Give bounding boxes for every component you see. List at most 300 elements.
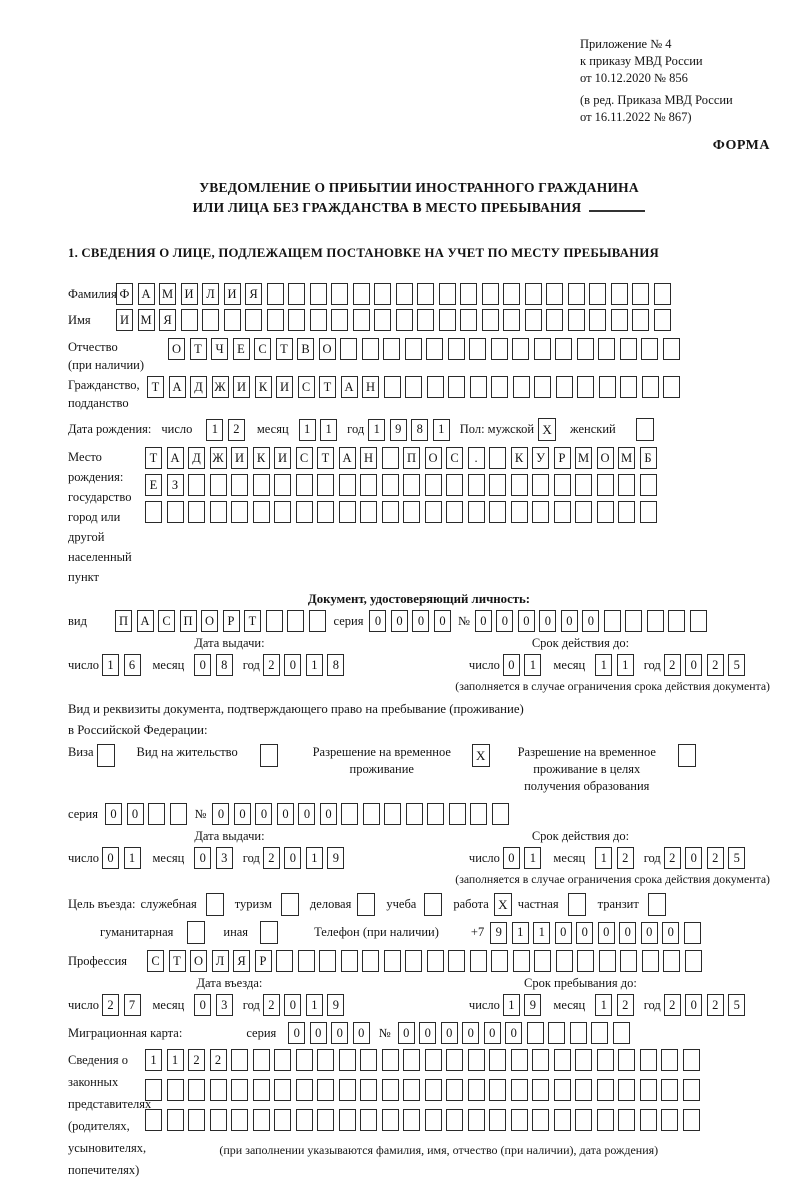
form-cell[interactable] (577, 376, 594, 398)
form-cell[interactable]: 1 (368, 419, 385, 441)
form-cell[interactable]: Т (244, 610, 261, 632)
form-cell[interactable]: П (180, 610, 197, 632)
form-cell[interactable] (591, 1022, 608, 1044)
form-cell[interactable]: 0 (434, 610, 451, 632)
form-cell[interactable]: 2 (707, 654, 724, 676)
form-cell[interactable] (620, 376, 637, 398)
form-cell[interactable] (618, 1049, 635, 1071)
form-cell[interactable]: 7 (124, 994, 141, 1016)
form-cell[interactable] (188, 474, 205, 496)
form-cell[interactable]: 0 (310, 1022, 327, 1044)
form-cell[interactable]: 1 (124, 847, 141, 869)
form-cell[interactable] (554, 1049, 571, 1071)
form-cell[interactable]: О (425, 447, 442, 469)
form-cell[interactable] (527, 1022, 544, 1044)
form-cell[interactable] (546, 309, 563, 331)
form-cell[interactable]: В (297, 338, 314, 360)
form-cell[interactable] (468, 1079, 485, 1101)
form-cell[interactable] (556, 376, 573, 398)
form-cell[interactable] (403, 501, 420, 523)
form-cell[interactable] (287, 610, 304, 632)
form-cell[interactable] (362, 950, 379, 972)
form-cell[interactable]: М (618, 447, 635, 469)
form-cell[interactable]: 2 (664, 654, 681, 676)
temp-permit-checkbox[interactable]: X (472, 744, 490, 767)
form-cell[interactable]: 1 (102, 654, 119, 676)
form-cell[interactable] (482, 309, 499, 331)
form-cell[interactable]: 1 (306, 654, 323, 676)
form-cell[interactable]: 0 (576, 922, 593, 944)
form-cell[interactable] (470, 950, 487, 972)
form-cell[interactable] (341, 950, 358, 972)
form-cell[interactable]: 2 (263, 994, 280, 1016)
form-cell[interactable]: Т (276, 338, 293, 360)
form-cell[interactable] (360, 1109, 377, 1131)
form-cell[interactable]: 0 (353, 1022, 370, 1044)
form-cell[interactable] (577, 950, 594, 972)
form-cell[interactable]: 0 (419, 1022, 436, 1044)
form-cell[interactable] (448, 950, 465, 972)
form-cell[interactable] (446, 501, 463, 523)
form-cell[interactable] (266, 610, 283, 632)
form-cell[interactable] (396, 283, 413, 305)
form-cell[interactable] (534, 376, 551, 398)
form-cell[interactable]: 0 (484, 1022, 501, 1044)
form-cell[interactable] (231, 1109, 248, 1131)
form-cell[interactable] (188, 1079, 205, 1101)
form-cell[interactable] (683, 1109, 700, 1131)
form-cell[interactable] (511, 1109, 528, 1131)
form-cell[interactable] (339, 1049, 356, 1071)
form-cell[interactable] (425, 501, 442, 523)
form-cell[interactable] (575, 501, 592, 523)
form-cell[interactable] (460, 309, 477, 331)
form-cell[interactable]: А (138, 283, 155, 305)
form-cell[interactable] (589, 309, 606, 331)
form-cell[interactable] (167, 1109, 184, 1131)
form-cell[interactable] (690, 610, 707, 632)
form-cell[interactable] (210, 1079, 227, 1101)
form-cell[interactable] (448, 338, 465, 360)
form-cell[interactable] (319, 950, 336, 972)
form-cell[interactable]: 0 (284, 847, 301, 869)
form-cell[interactable]: 0 (518, 610, 535, 632)
purpose-private-checkbox[interactable] (568, 893, 586, 916)
form-cell[interactable] (360, 474, 377, 496)
form-cell[interactable] (489, 1049, 506, 1071)
form-cell[interactable]: 1 (595, 994, 612, 1016)
form-cell[interactable]: С (158, 610, 175, 632)
purpose-transit-checkbox[interactable] (648, 893, 666, 916)
form-cell[interactable]: Т (145, 447, 162, 469)
form-cell[interactable]: 0 (662, 922, 679, 944)
form-cell[interactable] (503, 309, 520, 331)
form-cell[interactable]: Ж (212, 376, 229, 398)
form-cell[interactable] (554, 1079, 571, 1101)
form-cell[interactable] (181, 309, 198, 331)
form-cell[interactable]: 0 (641, 922, 658, 944)
form-cell[interactable]: Я (245, 283, 262, 305)
sex-male-checkbox[interactable]: X (538, 418, 556, 441)
form-cell[interactable]: Т (317, 447, 334, 469)
form-cell[interactable] (427, 803, 444, 825)
form-cell[interactable]: 0 (369, 610, 386, 632)
form-cell[interactable] (274, 501, 291, 523)
form-cell[interactable] (210, 501, 227, 523)
form-cell[interactable] (568, 309, 585, 331)
form-cell[interactable] (640, 474, 657, 496)
purpose-humanitarian-checkbox[interactable] (187, 921, 205, 944)
form-cell[interactable] (597, 1109, 614, 1131)
form-cell[interactable] (167, 501, 184, 523)
form-cell[interactable] (274, 1049, 291, 1071)
form-cell[interactable]: Я (233, 950, 250, 972)
form-cell[interactable]: С (296, 447, 313, 469)
form-cell[interactable]: 1 (433, 419, 450, 441)
form-cell[interactable] (231, 1079, 248, 1101)
form-cell[interactable]: 0 (496, 610, 513, 632)
form-cell[interactable] (382, 1109, 399, 1131)
form-cell[interactable]: 5 (728, 847, 745, 869)
form-cell[interactable] (663, 338, 680, 360)
form-cell[interactable] (188, 501, 205, 523)
form-cell[interactable]: 2 (228, 419, 245, 441)
form-cell[interactable] (224, 309, 241, 331)
form-cell[interactable] (362, 338, 379, 360)
form-cell[interactable]: 0 (539, 610, 556, 632)
form-cell[interactable] (512, 338, 529, 360)
form-cell[interactable] (145, 1079, 162, 1101)
form-cell[interactable]: 1 (617, 654, 634, 676)
form-cell[interactable] (460, 283, 477, 305)
form-cell[interactable] (253, 1109, 270, 1131)
form-cell[interactable] (468, 501, 485, 523)
form-cell[interactable]: И (224, 283, 241, 305)
form-cell[interactable] (482, 283, 499, 305)
form-cell[interactable]: Л (202, 283, 219, 305)
form-cell[interactable]: 2 (210, 1049, 227, 1071)
form-cell[interactable] (525, 283, 542, 305)
form-cell[interactable]: 0 (320, 803, 337, 825)
form-cell[interactable] (613, 1022, 630, 1044)
form-cell[interactable] (534, 338, 551, 360)
form-cell[interactable] (491, 376, 508, 398)
form-cell[interactable] (317, 474, 334, 496)
form-cell[interactable] (274, 474, 291, 496)
form-cell[interactable] (309, 610, 326, 632)
form-cell[interactable]: Р (223, 610, 240, 632)
form-cell[interactable] (360, 1079, 377, 1101)
form-cell[interactable]: 1 (533, 922, 550, 944)
form-cell[interactable]: 9 (327, 994, 344, 1016)
form-cell[interactable] (374, 309, 391, 331)
form-cell[interactable]: 9 (490, 922, 507, 944)
form-cell[interactable] (468, 474, 485, 496)
form-cell[interactable] (449, 803, 466, 825)
form-cell[interactable] (339, 474, 356, 496)
form-cell[interactable]: П (115, 610, 132, 632)
form-cell[interactable] (597, 1079, 614, 1101)
form-cell[interactable]: 0 (127, 803, 144, 825)
form-cell[interactable]: И (276, 376, 293, 398)
purpose-other-checkbox[interactable] (260, 921, 278, 944)
form-cell[interactable] (145, 1109, 162, 1131)
purpose-tourism-checkbox[interactable] (281, 893, 299, 916)
form-cell[interactable] (618, 474, 635, 496)
form-cell[interactable]: К (511, 447, 528, 469)
form-cell[interactable] (548, 1022, 565, 1044)
form-cell[interactable]: 5 (728, 994, 745, 1016)
form-cell[interactable]: 1 (306, 847, 323, 869)
form-cell[interactable] (556, 950, 573, 972)
form-cell[interactable] (618, 1109, 635, 1131)
form-cell[interactable]: П (403, 447, 420, 469)
form-cell[interactable] (188, 1109, 205, 1131)
form-cell[interactable] (492, 803, 509, 825)
form-cell[interactable] (468, 1109, 485, 1131)
form-cell[interactable]: 1 (503, 994, 520, 1016)
form-cell[interactable] (668, 610, 685, 632)
form-cell[interactable] (425, 1049, 442, 1071)
form-cell[interactable] (642, 376, 659, 398)
form-cell[interactable]: С (446, 447, 463, 469)
form-cell[interactable] (632, 283, 649, 305)
form-cell[interactable] (640, 501, 657, 523)
form-cell[interactable]: 0 (255, 803, 272, 825)
form-cell[interactable] (620, 338, 637, 360)
form-cell[interactable]: О (190, 950, 207, 972)
form-cell[interactable] (360, 501, 377, 523)
form-cell[interactable]: 1 (524, 654, 541, 676)
form-cell[interactable]: Н (360, 447, 377, 469)
form-cell[interactable] (597, 474, 614, 496)
form-cell[interactable] (525, 309, 542, 331)
form-cell[interactable]: 2 (263, 654, 280, 676)
form-cell[interactable] (534, 950, 551, 972)
form-cell[interactable]: 0 (194, 994, 211, 1016)
form-cell[interactable]: 0 (194, 654, 211, 676)
form-cell[interactable] (611, 309, 628, 331)
form-cell[interactable] (575, 1079, 592, 1101)
form-cell[interactable] (663, 376, 680, 398)
form-cell[interactable] (288, 309, 305, 331)
form-cell[interactable] (405, 376, 422, 398)
form-cell[interactable] (575, 1049, 592, 1071)
form-cell[interactable] (353, 283, 370, 305)
form-cell[interactable]: И (181, 283, 198, 305)
form-cell[interactable] (210, 1109, 227, 1131)
form-cell[interactable] (331, 283, 348, 305)
form-cell[interactable]: А (169, 376, 186, 398)
form-cell[interactable] (640, 1049, 657, 1071)
form-cell[interactable] (489, 501, 506, 523)
form-cell[interactable]: А (341, 376, 358, 398)
form-cell[interactable] (577, 338, 594, 360)
form-cell[interactable] (511, 1079, 528, 1101)
form-cell[interactable] (253, 1049, 270, 1071)
form-cell[interactable]: 0 (619, 922, 636, 944)
form-cell[interactable] (511, 474, 528, 496)
form-cell[interactable]: О (201, 610, 218, 632)
form-cell[interactable]: О (597, 447, 614, 469)
form-cell[interactable]: 2 (707, 994, 724, 1016)
form-cell[interactable] (382, 1049, 399, 1071)
form-cell[interactable]: 9 (390, 419, 407, 441)
form-cell[interactable]: 0 (284, 994, 301, 1016)
form-cell[interactable]: 1 (320, 419, 337, 441)
form-cell[interactable]: Р (255, 950, 272, 972)
form-cell[interactable] (405, 950, 422, 972)
form-cell[interactable] (405, 338, 422, 360)
purpose-work-checkbox[interactable]: X (494, 893, 512, 916)
form-cell[interactable] (439, 309, 456, 331)
form-cell[interactable] (339, 1109, 356, 1131)
purpose-business-checkbox[interactable] (357, 893, 375, 916)
sex-female-checkbox[interactable] (636, 418, 654, 441)
form-cell[interactable] (570, 1022, 587, 1044)
form-cell[interactable] (532, 1109, 549, 1131)
form-cell[interactable]: 1 (299, 419, 316, 441)
form-cell[interactable]: 2 (263, 847, 280, 869)
form-cell[interactable]: 0 (102, 847, 119, 869)
form-cell[interactable]: М (159, 283, 176, 305)
form-cell[interactable] (403, 474, 420, 496)
form-cell[interactable]: Т (190, 338, 207, 360)
form-cell[interactable] (296, 1109, 313, 1131)
form-cell[interactable] (661, 1109, 678, 1131)
form-cell[interactable]: К (255, 376, 272, 398)
form-cell[interactable]: 1 (524, 847, 541, 869)
form-cell[interactable]: М (138, 309, 155, 331)
form-cell[interactable] (640, 1079, 657, 1101)
form-cell[interactable] (491, 950, 508, 972)
form-cell[interactable]: Т (319, 376, 336, 398)
form-cell[interactable]: 9 (327, 847, 344, 869)
form-cell[interactable] (642, 950, 659, 972)
form-cell[interactable] (382, 447, 399, 469)
form-cell[interactable]: 0 (582, 610, 599, 632)
form-cell[interactable] (611, 283, 628, 305)
form-cell[interactable]: О (319, 338, 336, 360)
form-cell[interactable]: А (167, 447, 184, 469)
form-cell[interactable]: Е (233, 338, 250, 360)
form-cell[interactable] (267, 309, 284, 331)
form-cell[interactable]: 6 (124, 654, 141, 676)
form-cell[interactable] (403, 1079, 420, 1101)
form-cell[interactable] (145, 501, 162, 523)
form-cell[interactable] (618, 501, 635, 523)
form-cell[interactable] (253, 1079, 270, 1101)
form-cell[interactable]: 1 (206, 419, 223, 441)
form-cell[interactable] (654, 309, 671, 331)
form-cell[interactable]: И (231, 447, 248, 469)
form-cell[interactable] (298, 950, 315, 972)
form-cell[interactable]: С (147, 950, 164, 972)
form-cell[interactable]: 2 (102, 994, 119, 1016)
form-cell[interactable] (554, 474, 571, 496)
form-cell[interactable] (446, 1109, 463, 1131)
form-cell[interactable] (555, 338, 572, 360)
form-cell[interactable]: 0 (212, 803, 229, 825)
form-cell[interactable]: 2 (188, 1049, 205, 1071)
form-cell[interactable]: Р (554, 447, 571, 469)
form-cell[interactable] (425, 1109, 442, 1131)
form-cell[interactable] (310, 283, 327, 305)
form-cell[interactable]: 0 (391, 610, 408, 632)
form-cell[interactable]: Б (640, 447, 657, 469)
form-cell[interactable]: Ч (211, 338, 228, 360)
form-cell[interactable]: О (168, 338, 185, 360)
form-cell[interactable] (489, 1109, 506, 1131)
form-cell[interactable] (470, 376, 487, 398)
form-cell[interactable] (468, 1049, 485, 1071)
form-cell[interactable]: 0 (685, 847, 702, 869)
form-cell[interactable]: А (339, 447, 356, 469)
form-cell[interactable]: 2 (617, 994, 634, 1016)
form-cell[interactable] (640, 1109, 657, 1131)
form-cell[interactable] (511, 501, 528, 523)
form-cell[interactable] (489, 447, 506, 469)
form-cell[interactable] (296, 474, 313, 496)
form-cell[interactable] (296, 1049, 313, 1071)
form-cell[interactable] (641, 338, 658, 360)
form-cell[interactable] (589, 283, 606, 305)
form-cell[interactable] (446, 1079, 463, 1101)
form-cell[interactable] (167, 1079, 184, 1101)
form-cell[interactable]: Ф (116, 283, 133, 305)
form-cell[interactable]: Е (145, 474, 162, 496)
form-cell[interactable] (274, 1109, 291, 1131)
edu-permit-checkbox[interactable] (678, 744, 696, 767)
form-cell[interactable] (489, 1079, 506, 1101)
form-cell[interactable] (317, 1109, 334, 1131)
form-cell[interactable]: 0 (503, 654, 520, 676)
form-cell[interactable]: 9 (524, 994, 541, 1016)
form-cell[interactable] (663, 950, 680, 972)
form-cell[interactable]: 0 (298, 803, 315, 825)
form-cell[interactable]: 0 (234, 803, 251, 825)
form-cell[interactable] (575, 474, 592, 496)
form-cell[interactable] (340, 338, 357, 360)
form-cell[interactable] (231, 501, 248, 523)
form-cell[interactable]: 2 (617, 847, 634, 869)
form-cell[interactable]: 0 (685, 654, 702, 676)
form-cell[interactable] (317, 1049, 334, 1071)
form-cell[interactable]: 2 (707, 847, 724, 869)
form-cell[interactable]: Д (190, 376, 207, 398)
form-cell[interactable] (568, 283, 585, 305)
form-cell[interactable]: 0 (503, 847, 520, 869)
form-cell[interactable] (210, 474, 227, 496)
form-cell[interactable] (339, 1079, 356, 1101)
form-cell[interactable]: 3 (216, 994, 233, 1016)
form-cell[interactable] (625, 610, 642, 632)
form-cell[interactable] (374, 283, 391, 305)
form-cell[interactable] (403, 1049, 420, 1071)
form-cell[interactable]: 0 (555, 922, 572, 944)
form-cell[interactable]: З (167, 474, 184, 496)
form-cell[interactable]: 0 (462, 1022, 479, 1044)
form-cell[interactable] (598, 338, 615, 360)
purpose-official-checkbox[interactable] (206, 893, 224, 916)
form-cell[interactable] (597, 501, 614, 523)
form-cell[interactable] (382, 1079, 399, 1101)
form-cell[interactable]: 8 (411, 419, 428, 441)
form-cell[interactable]: 0 (412, 610, 429, 632)
form-cell[interactable]: 0 (284, 654, 301, 676)
form-cell[interactable]: И (116, 309, 133, 331)
form-cell[interactable] (360, 1049, 377, 1071)
